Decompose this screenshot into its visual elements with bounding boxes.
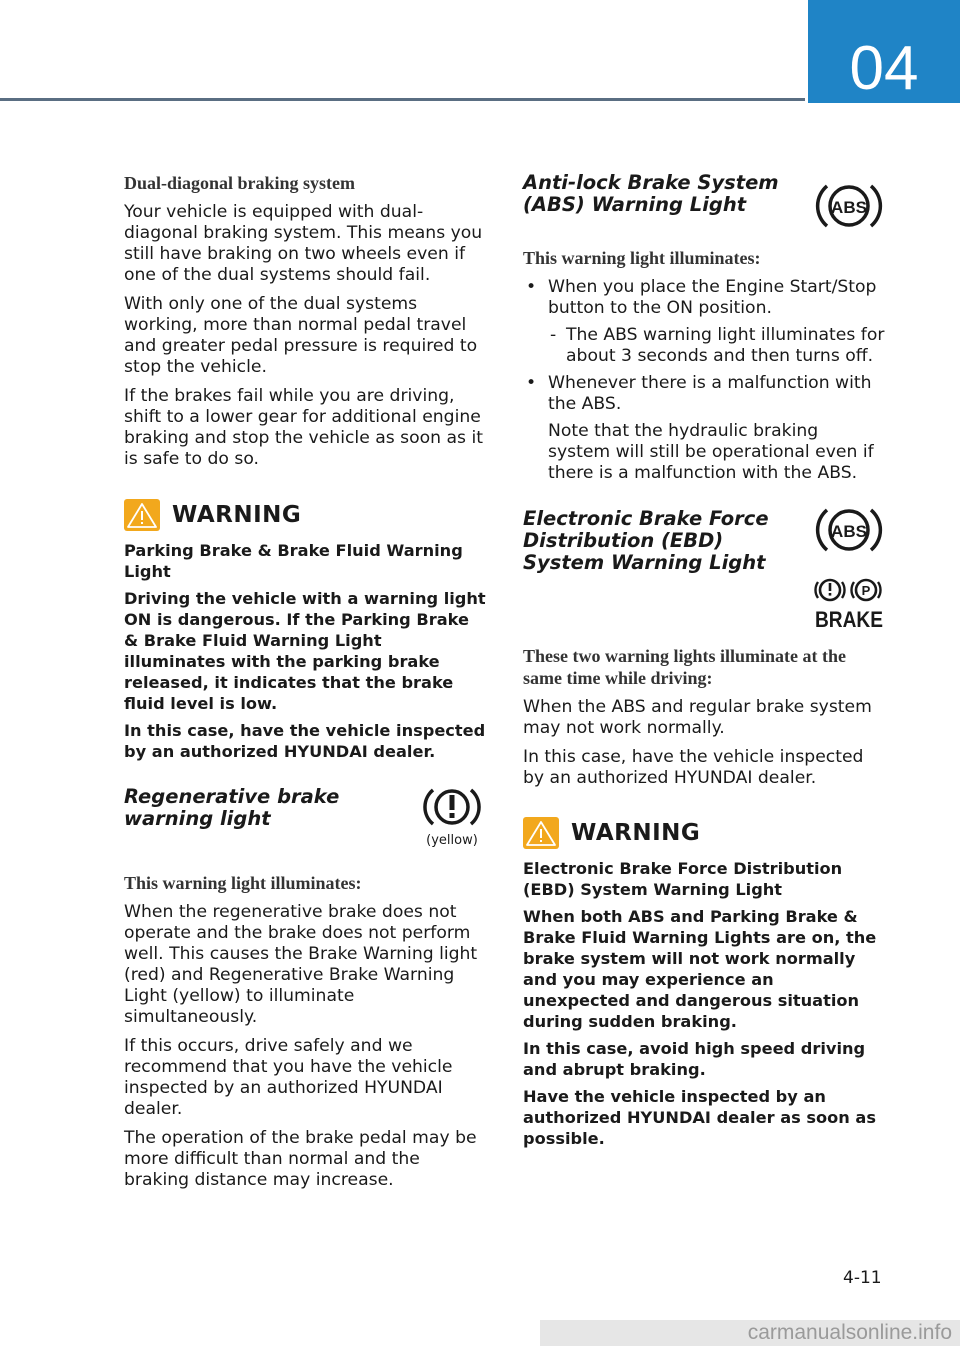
- warning-header: [523, 817, 885, 849]
- list-item: [523, 277, 885, 367]
- ebd-section: [523, 508, 885, 789]
- warning-triangle-icon: [523, 817, 559, 849]
- exclamation-circle-icon: [420, 784, 484, 830]
- warning-para-2: In this case, avoid high speed driving and abrupt braking.: [523, 1039, 866, 1079]
- ebd-abs-icon-text: ABS: [831, 522, 867, 541]
- list-item: [523, 373, 885, 484]
- warning-title: Electronic Brake Force Distribution (EBD) System Warning Light: [523, 859, 843, 899]
- abs-icon-text: ABS: [831, 198, 867, 217]
- abs-bullet-1: When you place the Engine Start/Stop button to the ON position.: [548, 277, 877, 318]
- dual-braking-para-2: With only one of the dual systems working, more than normal pedal travel and greater pedal pressure is required to stop the vehicle.: [124, 294, 478, 377]
- ebd-title: Electronic Brake Force Distribution (EBD) System Warning Light: [523, 507, 769, 574]
- abs-subheading: This warning light illuminates:: [523, 248, 761, 268]
- warning-label: WARNING: [571, 820, 701, 846]
- warning-para-2: In this case, have the vehicle inspected by an authorized HYUNDAI dealer.: [124, 721, 486, 761]
- abs-warning-icon: [813, 502, 885, 558]
- warning-label: WARNING: [172, 502, 302, 528]
- header-rule: [0, 98, 805, 101]
- regen-para-1: When the regenerative brake does not operate and the brake does not perform well. This causes the Brake Warning light (red) and Regenerative Brake Warning Light (yellow) to illuminate simultaneously.: [124, 902, 478, 1027]
- ebd-para-1: When the ABS and regular brake system may not work normally.: [523, 697, 872, 738]
- regen-brake-title: Regenerative brake warning light: [124, 785, 340, 830]
- warning-para-3: Have the vehicle inspected by an authorized HYUNDAI dealer as soon as possible.: [523, 1087, 876, 1148]
- regen-warning-icon: [420, 784, 484, 848]
- ebd-subheading: These two warning lights illuminate at the same time while driving:: [523, 646, 847, 688]
- warning-para-1: When both ABS and Parking Brake & Brake Fluid Warning Lights are on, the brake system will not work normally and you may experience an unexpected and dangerous situation during sudden braking.: [523, 907, 877, 1031]
- parking-p-text: P: [861, 583, 871, 598]
- warning-header: [124, 499, 486, 531]
- abs-title: Anti-lock Brake System (ABS) Warning Light: [523, 171, 779, 216]
- abs-bullet-2: Whenever there is a malfunction with the ABS.: [548, 373, 872, 414]
- abs-section: [523, 172, 885, 484]
- warning-triangle-icon: [124, 499, 160, 531]
- dual-braking-heading: Dual-diagonal braking system: [124, 173, 356, 193]
- chapter-tab: 04: [808, 0, 960, 103]
- page-number: 4-11: [843, 1268, 882, 1288]
- watermark[interactable]: carmanualsonline.info: [540, 1320, 960, 1346]
- regen-brake-section: [124, 786, 486, 1191]
- abs-note: Note that the hydraulic braking system will still be operational even if there is a malfunction with the ABS.: [548, 421, 874, 483]
- warning-box-parking-brake: [124, 499, 486, 762]
- regen-para-3: The operation of the brake pedal may be more difficult than normal and the braking distance may increase.: [124, 1128, 477, 1190]
- abs-sub-item: - The ABS warning light illuminates for about 3 seconds and then turns off.: [548, 325, 885, 367]
- warning-title: Parking Brake & Brake Fluid Warning Light: [124, 541, 463, 581]
- right-column: [523, 172, 885, 1155]
- brake-icon-text: BRAKE: [815, 607, 883, 632]
- warning-para-1: Driving the vehicle with a warning light ON is dangerous. If the Parking Brake & Brake Fluid Warning Light illuminates with the parking brake released, it indicates that the brake fluid level is low.: [124, 589, 486, 713]
- icon-caption: (yellow): [426, 833, 478, 848]
- warning-box-ebd: [523, 817, 885, 1149]
- brake-warning-icon: [813, 576, 885, 630]
- abs-warning-icon: [813, 178, 885, 234]
- dual-braking-para-3: If the brakes fail while you are driving, shift to a lower gear for additional engine braking and stop the vehicle as soon as it is safe to do so.: [124, 386, 483, 469]
- abs-bullet-list: [523, 277, 885, 484]
- left-column: [124, 172, 486, 1199]
- dual-braking-para-1: Your vehicle is equipped with dual-diagonal braking system. This means you still have braking on two wheels even if one of the dual systems should fail.: [124, 202, 483, 285]
- ebd-para-2: In this case, have the vehicle inspected by an authorized HYUNDAI dealer.: [523, 747, 864, 788]
- regen-subheading: This warning light illuminates:: [124, 873, 362, 893]
- regen-para-2: If this occurs, drive safely and we recommend that you have the vehicle inspected by an authorized HYUNDAI dealer.: [124, 1036, 453, 1119]
